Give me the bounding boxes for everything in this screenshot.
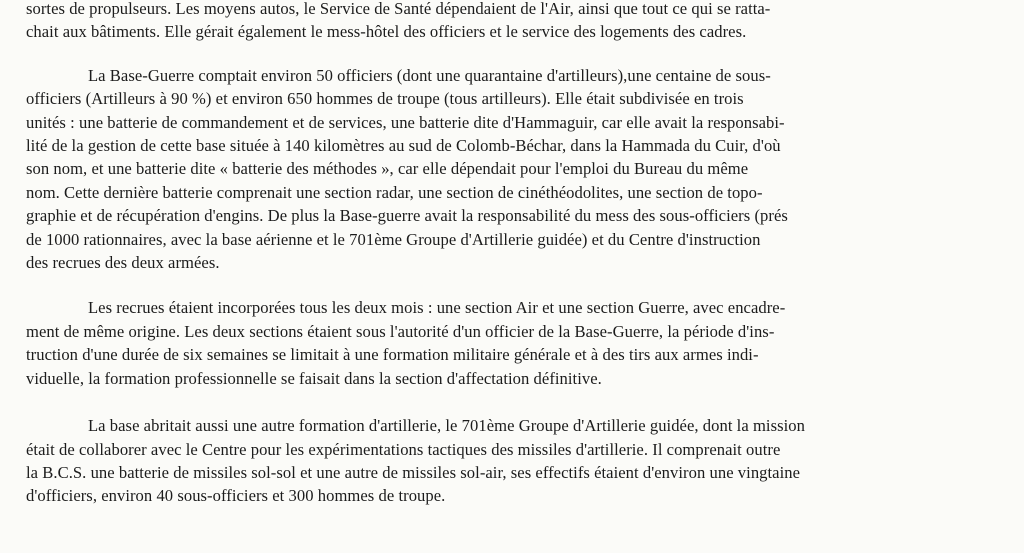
paragraph-701eme-groupe xyxy=(26,414,1000,508)
text-line: La base abritait aussi une autre formation d'artillerie, le 701ème Groupe d'Artillerie guidée, dont la mission xyxy=(88,416,805,436)
text-line: graphie et de récupération d'engins. De plus la Base-guerre avait la responsabilité du mess des sous-officiers (prés xyxy=(26,206,788,226)
text-line: de 1000 rationnaires, avec la base aérienne et le 701ème Groupe d'Artillerie guidée) et du Centre d'instruction xyxy=(26,229,761,249)
paragraph-base-guerre xyxy=(26,64,1000,275)
paragraph-recrues xyxy=(26,296,1000,390)
text-line: viduelle, la formation professionnelle se faisait dans la section d'affectation définitive. xyxy=(26,368,602,388)
text-line: des recrues des deux armées. xyxy=(26,253,220,273)
text-line: unités : une batterie de commandement et de services, une batterie dite d'Hammaguir, car elle avait la responsabi- xyxy=(26,112,785,132)
text-line: sortes de propulseurs. Les moyens autos, le Service de Santé dépendaient de l'Air, ainsi que tout ce qui se ratta- xyxy=(26,0,771,18)
text-line: lité de la gestion de cette base située à 140 kilomètres au sud de Colomb-Béchar, dans la Hammada du Cuir, d'où xyxy=(26,136,781,156)
text-line: la B.C.S. une batterie de missiles sol-sol et une autre de missiles sol-air, ses effectifs étaient d'environ une vingtaine xyxy=(26,462,801,482)
text-line: était de collaborer avec le Centre pour les expérimentations tactiques des missiles d'artillerie. Il comprenait outre xyxy=(26,439,781,459)
text-line: son nom, et une batterie dite « batterie des méthodes », car elle dépendait pour l'emploi du Bureau du même xyxy=(26,159,749,179)
paragraph-propulseurs xyxy=(26,0,1000,44)
text-line: officiers (Artilleurs à 90 %) et environ 650 hommes de troupe (tous artilleurs). Elle était subdivisée en trois xyxy=(26,89,744,109)
text-line: La Base-Guerre comptait environ 50 officiers (dont une quarantaine d'artilleurs),une centaine de sous- xyxy=(88,65,771,85)
text-line: nom. Cette dernière batterie comprenait une section radar, une section de cinéthéodolites, une section de topo- xyxy=(26,182,763,202)
text-line: d'officiers, environ 40 sous-officiers et 300 hommes de troupe. xyxy=(26,486,446,506)
text-line: ment de même origine. Les deux sections étaient sous l'autorité d'un officier de la Base-Guerre, la période d'ins- xyxy=(26,321,775,341)
text-line: chait aux bâtiments. Elle gérait également le mess-hôtel des officiers et le service des logements des cadres. xyxy=(26,22,747,42)
text-line: truction d'une durée de six semaines se limitait à une formation militaire générale et à des tirs aux armes indi- xyxy=(26,345,759,365)
text-line: Les recrues étaient incorporées tous les deux mois : une section Air et une section Guerre, avec encadre- xyxy=(88,298,786,318)
